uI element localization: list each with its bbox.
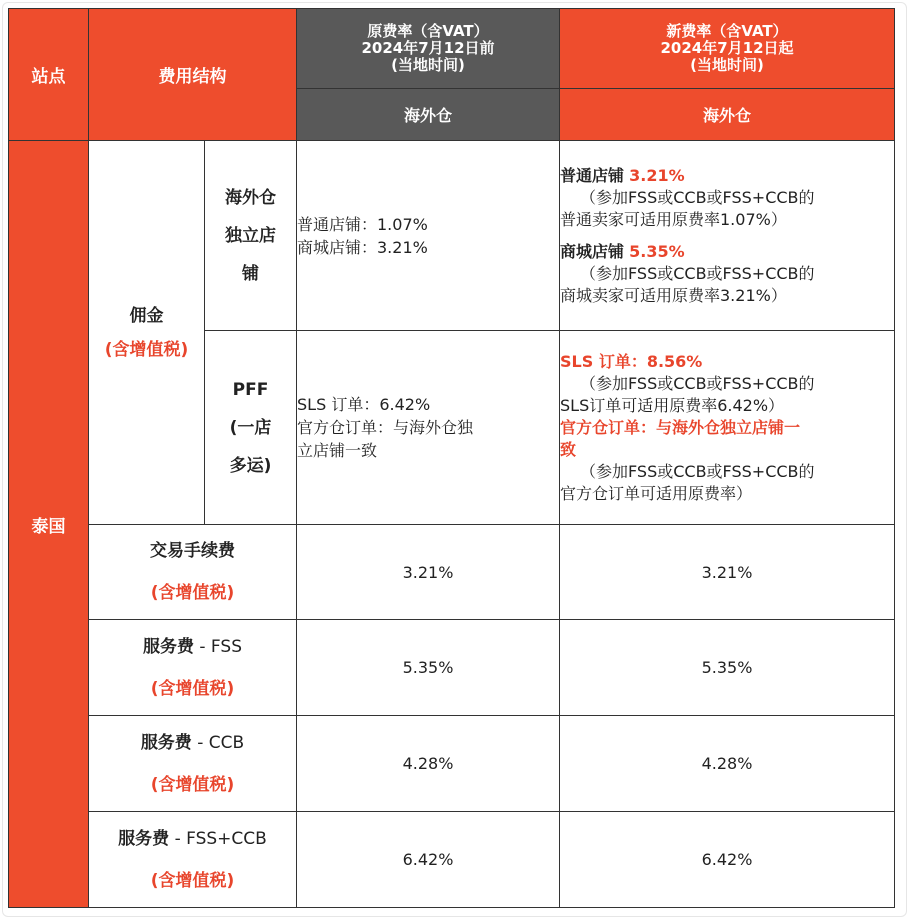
header-old-overseas-warehouse: 海外仓: [297, 89, 560, 141]
header-fee-structure: 费用结构: [89, 9, 297, 141]
service-fee-ccb-label: 服务费 - CCB (含增值税): [89, 716, 297, 812]
service-fee-fss-ccb-label: 服务费 - FSS+CCB (含增值税): [89, 812, 297, 908]
service-fee-fss-old: 5.35%: [297, 620, 560, 716]
fee-table: [8, 8, 895, 908]
header-new-overseas-warehouse: 海外仓: [560, 89, 895, 141]
site-thailand: 泰国: [9, 141, 89, 908]
old-rate-date: 2024年7月12日前: [361, 39, 495, 57]
independent-store-old-rate: 普通店铺：1.07% 商城店铺：3.21%: [297, 141, 560, 331]
service-fee-fss-ccb-new: 6.42%: [560, 812, 895, 908]
service-fee-ccb-old: 4.28%: [297, 716, 560, 812]
service-fee-fss-new: 5.35%: [560, 620, 895, 716]
pff-label: PFF (一店 多运): [205, 331, 297, 525]
independent-store-label: 海外仓 独立店 铺: [205, 141, 297, 331]
pff-old-rate: SLS 订单：6.42% 官方仓订单：与海外仓独 立店铺一致: [297, 331, 560, 525]
transaction-fee-label: 交易手续费 (含增值税): [89, 525, 297, 620]
pff-new-rate: SLS 订单：8.56% （参加FSS或CCB或FSS+CCB的 SLS订单可适用原费率6.42%） 官方仓订单：与海外仓独立店铺一 致 （参加FSS或CCB或FSS+CCB的 官方仓订单可适用原费率）: [560, 331, 895, 525]
service-fee-fss-ccb-old: 6.42%: [297, 812, 560, 908]
old-rate-timezone: (当地时间): [391, 56, 465, 74]
commission-name: 佣金: [129, 305, 164, 326]
new-rate-title: 新费率（含VAT）: [666, 22, 788, 40]
new-rate-date: 2024年7月12日起: [660, 39, 794, 57]
service-fee-fss-label: 服务费 - FSS (含增值税): [89, 620, 297, 716]
transaction-fee-old: 3.21%: [297, 525, 560, 620]
independent-store-new-rate: 普通店铺 3.21% （参加FSS或CCB或FSS+CCB的 普通卖家可适用原费率1.07%） 商城店铺 5.35% （参加FSS或CCB或FSS+CCB的 商城卖家可适用原费率3.21%）: [560, 141, 895, 331]
header-new-rate: [560, 9, 895, 89]
commission-vat-note: (含增值税): [104, 339, 189, 360]
header-old-rate: [297, 9, 560, 89]
transaction-fee-new: 3.21%: [560, 525, 895, 620]
commission-label: [89, 141, 205, 525]
old-rate-title: 原费率（含VAT）: [367, 22, 489, 40]
header-site: 站点: [9, 9, 89, 141]
service-fee-ccb-new: 4.28%: [560, 716, 895, 812]
new-rate-timezone: (当地时间): [690, 56, 764, 74]
